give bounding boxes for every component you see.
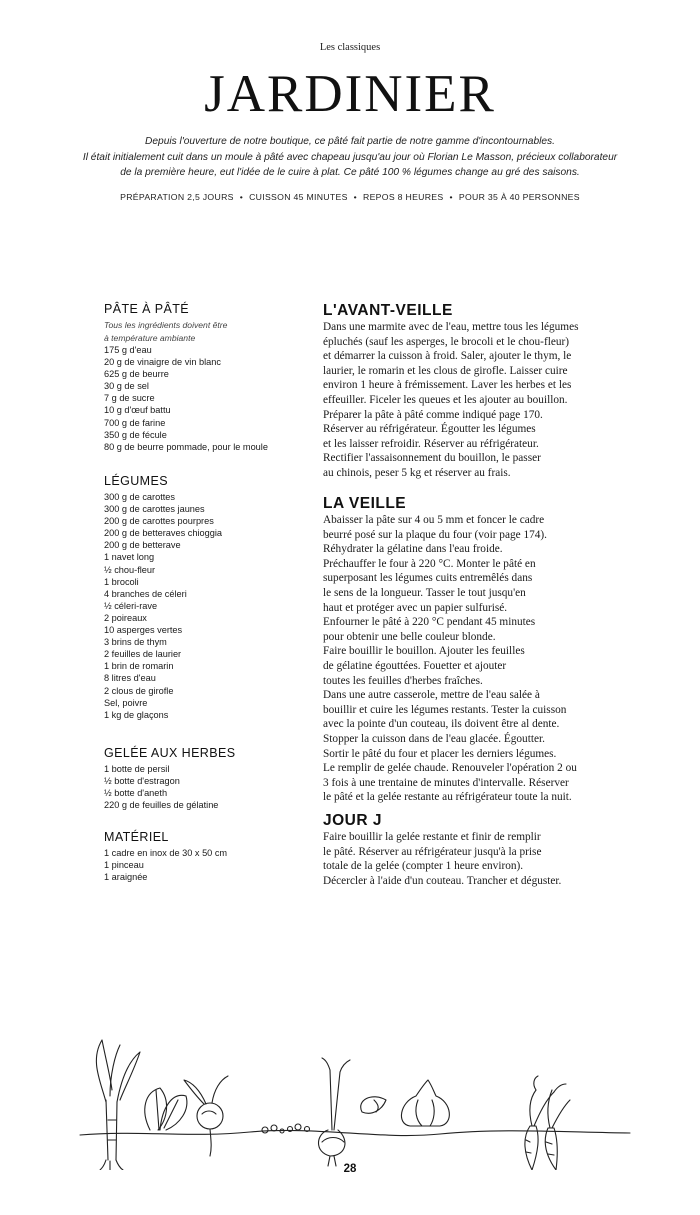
step-line: toutes les feuilles d'herbes fraîches. bbox=[323, 674, 483, 687]
ingredients-note: Tous les ingrédients doivent être bbox=[104, 320, 228, 330]
step-heading: LA VEILLE bbox=[323, 495, 407, 512]
step-line: Préparer la pâte à pâté comme indiqué page 170. bbox=[323, 408, 543, 421]
recipe-meta bbox=[0, 192, 700, 202]
ingredient-item: ½ botte d'aneth bbox=[104, 788, 168, 799]
step-line: et démarrer la cuisson à froid. Saler, ajouter le thym, le bbox=[323, 350, 572, 363]
ingredient-item: 700 g de farine bbox=[104, 417, 166, 428]
page-number: 28 bbox=[343, 1163, 357, 1175]
step-text bbox=[323, 513, 623, 805]
ingredient-list bbox=[104, 763, 304, 811]
ingredient-item: ½ céleri-rave bbox=[104, 600, 158, 611]
ingredient-item: 2 poireaux bbox=[104, 612, 147, 623]
ingredient-item: 300 g de carottes jaunes bbox=[104, 504, 205, 515]
ingredient-item: 1 navet long bbox=[104, 552, 155, 563]
ingredient-item: 8 litres d'eau bbox=[104, 673, 156, 684]
ingredient-item: 7 g de sucre bbox=[104, 393, 155, 404]
recipe-intro bbox=[50, 134, 650, 181]
ingredient-item: 10 asperges vertes bbox=[104, 625, 183, 636]
ingredient-item: ½ botte d'estragon bbox=[104, 776, 180, 787]
ingredient-list bbox=[104, 344, 304, 453]
step-line: Dans une autre casserole, mettre de l'eau salée à bbox=[323, 689, 540, 702]
ingredient-item: 1 brocoli bbox=[104, 576, 139, 587]
intro-line: Il était initialement cuit dans un moule à pâté avec chapeau jusqu'au jour où Florian Le Masson, précieux collaborateur bbox=[82, 151, 618, 163]
ingredient-item: 1 kg de glaçons bbox=[104, 709, 169, 720]
ingredient-item: 350 g de fécule bbox=[104, 429, 167, 440]
ground-line bbox=[80, 1130, 630, 1135]
ingredient-item: 2 feuilles de laurier bbox=[104, 649, 182, 660]
meta-preparation: PRÉPARATION 2,5 JOURS bbox=[120, 192, 234, 202]
ingredients-note: à température ambiante bbox=[104, 332, 196, 343]
ingredient-item: 220 g de feuilles de gélatine bbox=[104, 800, 219, 811]
ingredient-item: ½ chou-fleur bbox=[104, 564, 156, 575]
ingredients-gelee bbox=[104, 746, 304, 811]
ingredient-item: 3 brins de thym bbox=[104, 637, 167, 648]
ingredient-list bbox=[104, 491, 304, 721]
step-line: Décercler à l'aide d'un couteau. Trancher et déguster. bbox=[323, 874, 562, 887]
step-line: épluchés (sauf les asperges, le brocoli et le chou-fleur) bbox=[323, 335, 570, 348]
step-line: Faire bouillir le bouillon. Ajouter les feuilles bbox=[323, 645, 525, 658]
step-line: Réhydrater la gélatine dans l'eau froide. bbox=[323, 543, 503, 556]
step-heading: L'AVANT-VEILLE bbox=[323, 302, 453, 319]
ingredient-item: 2 clous de girofle bbox=[104, 685, 174, 696]
garlic-cloves-illustration bbox=[361, 1097, 386, 1113]
meta-cooking: CUISSON 45 MINUTES bbox=[249, 192, 348, 202]
step-line: 3 fois à une trentaine de minutes d'intervalle. Réserver bbox=[323, 776, 569, 789]
step-line: Le remplir de gelée chaude. Renouveler l'opération 2 ou bbox=[323, 762, 577, 775]
section-eyebrow: Les classiques bbox=[319, 42, 381, 53]
meta-servings: POUR 35 À 40 PERSONNES bbox=[458, 192, 580, 202]
ingredient-item: 30 g de sel bbox=[104, 381, 149, 392]
beet-illustration bbox=[184, 1076, 228, 1156]
meta-separator: • bbox=[449, 192, 453, 202]
step-veille bbox=[323, 495, 623, 805]
step-line: Sortir le pâté du four et placer les derniers légumes. bbox=[323, 747, 557, 760]
step-line: totale de la gelée (compter 1 heure environ). bbox=[323, 860, 524, 873]
step-line: de gélatine égouttées. Fouetter et ajouter bbox=[323, 659, 507, 672]
step-line: le sens de la longueur. Tasser le tout jusqu'en bbox=[323, 586, 526, 599]
step-text bbox=[323, 320, 623, 481]
step-line: Stopper la cuisson dans de l'eau glacée. Égoutter. bbox=[323, 732, 545, 745]
ingredient-item: 10 g d'œuf battu bbox=[104, 405, 171, 416]
leek-illustration bbox=[96, 1040, 140, 1170]
step-text bbox=[323, 830, 623, 888]
peas-illustration bbox=[262, 1124, 310, 1133]
ingredients-materiel bbox=[104, 830, 304, 883]
step-line: Dans une marmite avec de l'eau, mettre tous les légumes bbox=[323, 321, 579, 333]
ingredients-heading: MATÉRIEL bbox=[104, 830, 169, 844]
step-jour-j bbox=[323, 812, 623, 888]
carrots-illustration bbox=[525, 1076, 570, 1170]
step-line: Abaisser la pâte sur 4 ou 5 mm et foncer le cadre bbox=[323, 514, 545, 526]
ingredient-item: 1 brin de romarin bbox=[104, 661, 174, 672]
step-line: Enfourner le pâté à 220 °C pendant 45 minutes bbox=[323, 616, 536, 629]
step-line: et les laisser refroidir. Réserver au réfrigérateur. bbox=[323, 437, 539, 450]
ingredient-item: 300 g de carottes bbox=[104, 492, 175, 502]
ingredients-heading: PÂTE À PÂTÉ bbox=[104, 302, 189, 316]
step-line: superposant les légumes cuits entremêlés dans bbox=[323, 572, 533, 585]
intro-line: Depuis l'ouverture de notre boutique, ce pâté fait partie de notre gamme d'incontournables. bbox=[145, 136, 555, 147]
ingredient-item: 200 g de betterave bbox=[104, 540, 181, 551]
step-line: pour obtenir une belle couleur blonde. bbox=[323, 630, 496, 643]
ingredient-item: 4 branches de céleri bbox=[104, 588, 187, 599]
greens-illustration bbox=[145, 1088, 187, 1130]
ingredient-item: 175 g d'eau bbox=[104, 345, 152, 355]
step-line: Préchauffer le four à 220 °C. Monter le pâté en bbox=[323, 557, 536, 570]
step-line: environ 1 heure à frémissement. Laver les herbes et les bbox=[323, 379, 572, 392]
step-line: Faire bouillir la gelée restante et finir de remplir bbox=[323, 831, 541, 843]
step-line: le pâté. Réserver au réfrigérateur jusqu'à la prise bbox=[323, 845, 542, 858]
onion-illustration bbox=[319, 1058, 351, 1166]
ingredient-item: 1 cadre en inox de 30 x 50 cm bbox=[104, 848, 228, 858]
ingredient-item: 80 g de beurre pommade, pour le moule bbox=[104, 441, 268, 452]
ingredients-heading: GELÉE AUX HERBES bbox=[104, 746, 236, 760]
ingredients-heading: LÉGUMES bbox=[104, 474, 168, 488]
vegetable-illustration bbox=[60, 1030, 650, 1170]
ingredient-item: 1 botte de persil bbox=[104, 764, 170, 774]
step-line: laurier, le romarin et les clous de girofle. Laisser cuire bbox=[323, 364, 568, 377]
ingredient-item: 1 araignée bbox=[104, 872, 148, 883]
step-line: au chinois, peser 5 kg et réserver au frais. bbox=[323, 466, 511, 479]
step-line: le pâté et la gelée restante au réfrigérateur toute la nuit. bbox=[323, 791, 572, 804]
step-line: Rectifier l'assaisonnement du bouillon, le passer bbox=[323, 452, 541, 465]
meta-separator: • bbox=[353, 192, 358, 202]
step-line: effeuiller. Ficeler les queues et les ajouter au bouillon. bbox=[323, 393, 568, 406]
step-line: avec la pointe d'un couteau, ils doivent être al dente. bbox=[323, 718, 560, 731]
ingredient-item: Sel, poivre bbox=[104, 697, 148, 708]
garlic-bulb-illustration bbox=[401, 1080, 449, 1126]
ingredient-item: 1 pinceau bbox=[104, 860, 144, 871]
meta-separator: • bbox=[239, 192, 244, 202]
step-line: haut et protéger avec un papier sulfurisé. bbox=[323, 601, 508, 614]
ingredient-item: 625 g de beurre bbox=[104, 369, 169, 380]
ingredient-list bbox=[104, 847, 304, 883]
ingredient-item: 200 g de carottes pourpres bbox=[104, 516, 214, 527]
step-line: beurré posé sur la plaque du four (voir page 174). bbox=[323, 528, 547, 541]
step-heading: JOUR J bbox=[323, 812, 382, 829]
step-line: Réserver au réfrigérateur. Égoutter les légumes bbox=[323, 423, 536, 436]
step-line: bouillir et cuire les légumes restants. Tester la cuisson bbox=[323, 703, 567, 716]
step-avant-veille bbox=[323, 302, 623, 481]
intro-line: de la première heure, eut l'idée de le cuire à plat. Ce pâté 100 % légumes change au gré des saisons. bbox=[120, 167, 580, 178]
ingredient-item: 200 g de betteraves chioggia bbox=[104, 528, 222, 539]
recipe-title: JARDINIER bbox=[204, 65, 496, 123]
meta-rest: REPOS 8 HEURES bbox=[363, 192, 444, 202]
ingredients-pate bbox=[104, 302, 304, 453]
ingredients-legumes bbox=[104, 474, 304, 721]
ingredient-item: 20 g de vinaigre de vin blanc bbox=[104, 357, 221, 368]
